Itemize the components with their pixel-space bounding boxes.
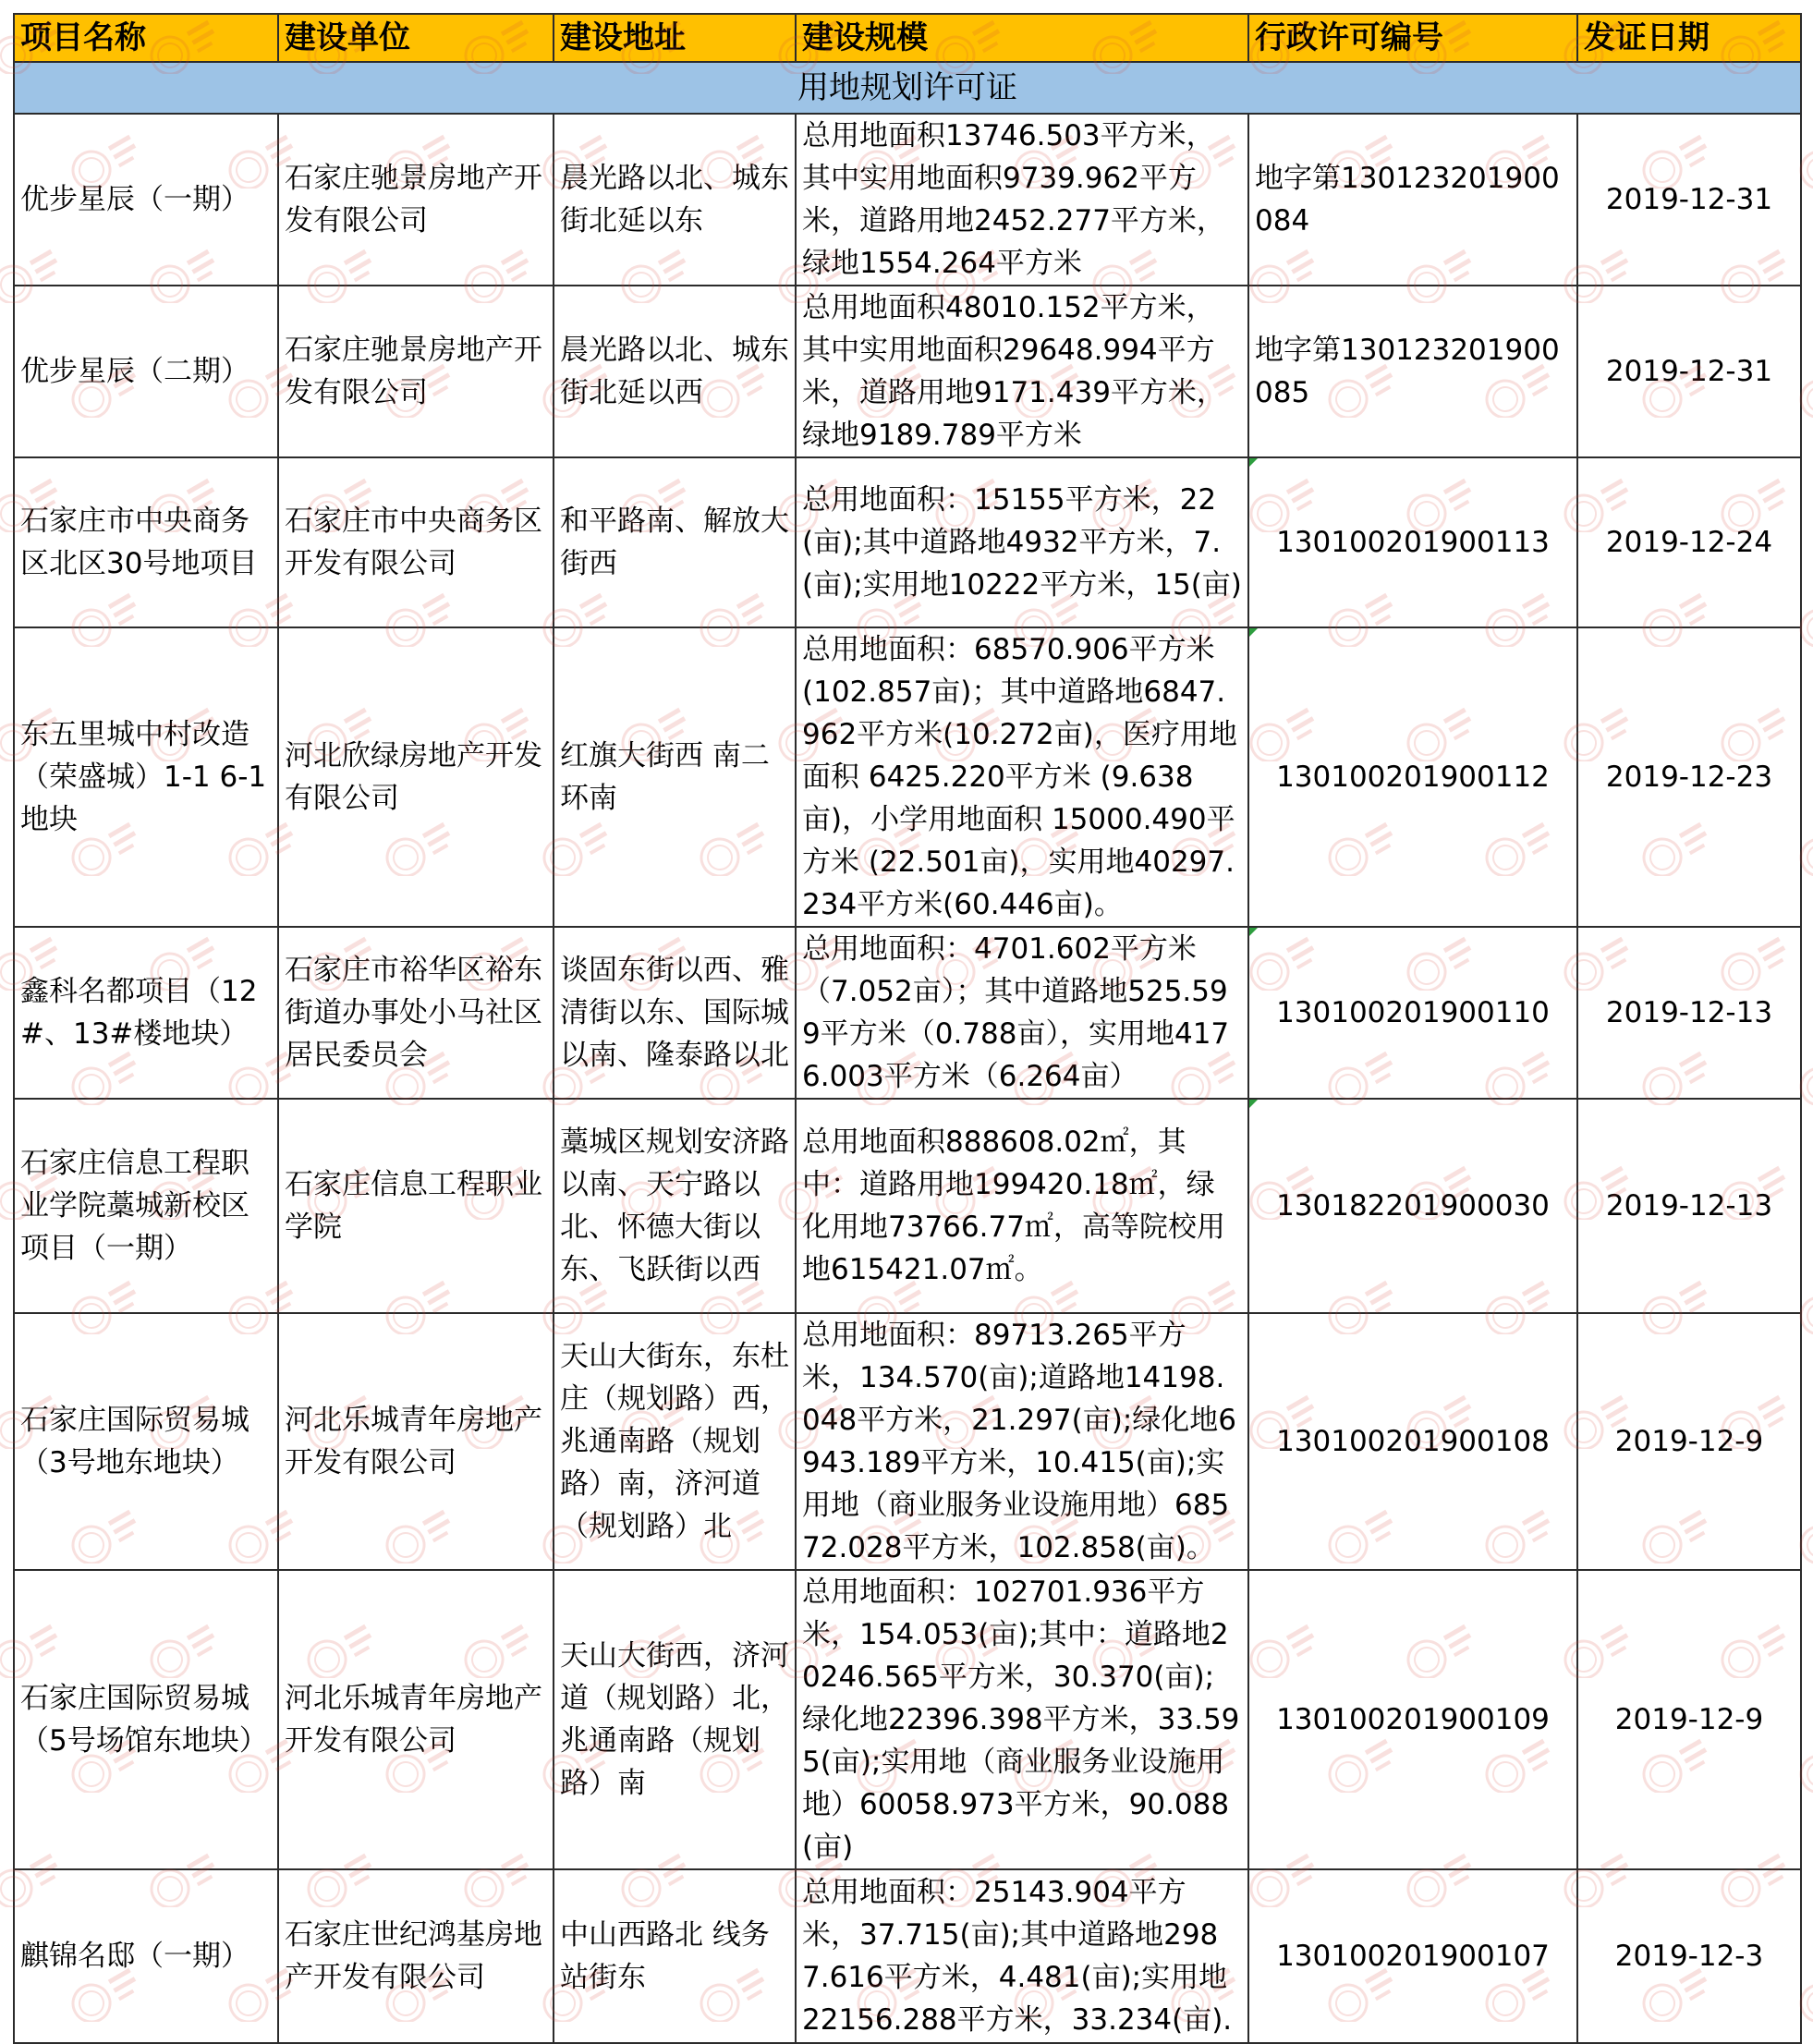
cell-developer: 石家庄世纪鸿基房地产开发有限公司 — [278, 1869, 554, 2043]
cell-developer: 石家庄驰景房地产开发有限公司 — [278, 114, 554, 286]
cell-date: 2019-12-31 — [1577, 286, 1801, 457]
cell-date: 2019-12-31 — [1577, 114, 1801, 286]
cell-date: 2019-12-3 — [1577, 1869, 1801, 2043]
cell-date: 2019-12-9 — [1577, 1313, 1801, 1570]
table-row — [14, 286, 1801, 457]
table-row — [14, 1099, 1801, 1313]
cell-permit: 130100201900113 — [1248, 457, 1577, 627]
header-scale: 建设规模 — [796, 14, 1248, 62]
cell-scale: 总用地面积：4701.602平方米（7.052亩）；其中道路地525.599平方米（0.788亩），实用地4176.003平方米（6.264亩） — [796, 927, 1248, 1099]
cell-project: 鑫科名都项目（12#、13#楼地块） — [14, 927, 278, 1099]
cell-address: 晨光路以北、城东街北延以西 — [554, 286, 796, 457]
cell-address: 晨光路以北、城东街北延以东 — [554, 114, 796, 286]
cell-permit: 130100201900108 — [1248, 1313, 1577, 1570]
cell-permit: 130100201900109 — [1248, 1570, 1577, 1869]
cell-developer: 石家庄驰景房地产开发有限公司 — [278, 286, 554, 457]
cell-project: 石家庄市中央商务区北区30号地项目 — [14, 457, 278, 627]
cell-developer: 河北欣绿房地产开发有限公司 — [278, 627, 554, 927]
table-row — [14, 457, 1801, 627]
table-row — [14, 627, 1801, 927]
cell-scale: 总用地面积：25143.904平方米，37.715(亩);其中道路地2987.616平方米，4.481(亩);实用地22156.288平方米，33.234(亩). — [796, 1869, 1248, 2043]
cell-permit: 130100201900107 — [1248, 1869, 1577, 2043]
cell-scale: 总用地面积13746.503平方米，其中实用地面积9739.962平方米，道路用地2452.277平方米，绿地1554.264平方米 — [796, 114, 1248, 286]
header-address: 建设地址 — [554, 14, 796, 62]
cell-scale: 总用地面积：15155平方米，22(亩);其中道路地4932平方米，7.(亩);实用地10222平方米，15(亩) — [796, 457, 1248, 627]
cell-address: 天山大街西，济河道（规划路）北，兆通南路（规划路）南 — [554, 1570, 796, 1869]
cell-scale: 总用地面积：89713.265平方米，134.570(亩);道路地14198.048平方米，21.297(亩);绿化地6943.189平方米，10.415(亩);实用地（商业服务业设施用地）68572.028平方米，102.858(亩)。 — [796, 1313, 1248, 1570]
cell-project: 优步星辰（一期） — [14, 114, 278, 286]
permit-table — [13, 13, 1802, 2044]
header-permit: 行政许可编号 — [1248, 14, 1577, 62]
cell-address: 和平路南、解放大街西 — [554, 457, 796, 627]
table-row — [14, 1570, 1801, 1869]
cell-developer: 石家庄市中央商务区开发有限公司 — [278, 457, 554, 627]
cell-project: 石家庄国际贸易城（3号地东地块） — [14, 1313, 278, 1570]
cell-project: 优步星辰（二期） — [14, 286, 278, 457]
header-row — [14, 14, 1801, 62]
cell-permit: 地字第130123201900085 — [1248, 286, 1577, 457]
header-developer: 建设单位 — [278, 14, 554, 62]
cell-address: 藁城区规划安济路以南、天宁路以北、怀德大街以东、飞跃街以西 — [554, 1099, 796, 1313]
cell-scale: 总用地面积48010.152平方米，其中实用地面积29648.994平方米，道路用地9171.439平方米，绿地9189.789平方米 — [796, 286, 1248, 457]
table-row — [14, 1313, 1801, 1570]
cell-permit: 130182201900030 — [1248, 1099, 1577, 1313]
cell-developer: 石家庄市裕华区裕东街道办事处小马社区居民委员会 — [278, 927, 554, 1099]
section-row — [14, 62, 1801, 114]
cell-developer: 河北乐城青年房地产开发有限公司 — [278, 1313, 554, 1570]
cell-address: 中山西路北 线务站街东 — [554, 1869, 796, 2043]
cell-project: 石家庄国际贸易城（5号场馆东地块） — [14, 1570, 278, 1869]
cell-address: 红旗大街西 南二环南 — [554, 627, 796, 927]
cell-date: 2019-12-23 — [1577, 627, 1801, 927]
table-row — [14, 927, 1801, 1099]
section-title: 用地规划许可证 — [14, 62, 1801, 114]
cell-date: 2019-12-13 — [1577, 1099, 1801, 1313]
header-date: 发证日期 — [1577, 14, 1801, 62]
cell-project: 麒锦名邸（一期） — [14, 1869, 278, 2043]
cell-date: 2019-12-13 — [1577, 927, 1801, 1099]
cell-scale: 总用地面积：102701.936平方米，154.053(亩);其中：道路地20246.565平方米，30.370(亩);绿化地22396.398平方米，33.595(亩);实用地（商业服务业设施用地）60058.973平方米，90.088(亩) — [796, 1570, 1248, 1869]
cell-date: 2019-12-24 — [1577, 457, 1801, 627]
cell-developer: 石家庄信息工程职业学院 — [278, 1099, 554, 1313]
cell-address: 天山大街东，东杜庄（规划路）西，兆通南路（规划路）南，济河道（规划路）北 — [554, 1313, 796, 1570]
cell-project: 石家庄信息工程职业学院藁城新校区项目（一期） — [14, 1099, 278, 1313]
cell-permit: 地字第130123201900084 — [1248, 114, 1577, 286]
cell-permit: 130100201900110 — [1248, 927, 1577, 1099]
cell-date: 2019-12-9 — [1577, 1570, 1801, 1869]
cell-address: 谈固东街以西、雅清街以东、国际城以南、隆泰路以北 — [554, 927, 796, 1099]
header-project: 项目名称 — [14, 14, 278, 62]
table-row — [14, 1869, 1801, 2043]
cell-scale: 总用地面积888608.02㎡，其中：道路用地199420.18㎡，绿化用地73766.77㎡，高等院校用地615421.07㎡。 — [796, 1099, 1248, 1313]
cell-permit: 130100201900112 — [1248, 627, 1577, 927]
cell-scale: 总用地面积：68570.906平方米(102.857亩)；其中道路地6847.962平方米(10.272亩)，医疗用地面积 6425.220平方米 (9.638亩)，小学用地面积 15000.490平方米 (22.501亩)，实用地40297.234平方米(60.446亩)。 — [796, 627, 1248, 927]
cell-project: 东五里城中村改造（荣盛城）1-1 6-1地块 — [14, 627, 278, 927]
table-row — [14, 114, 1801, 286]
cell-developer: 河北乐城青年房地产开发有限公司 — [278, 1570, 554, 1869]
